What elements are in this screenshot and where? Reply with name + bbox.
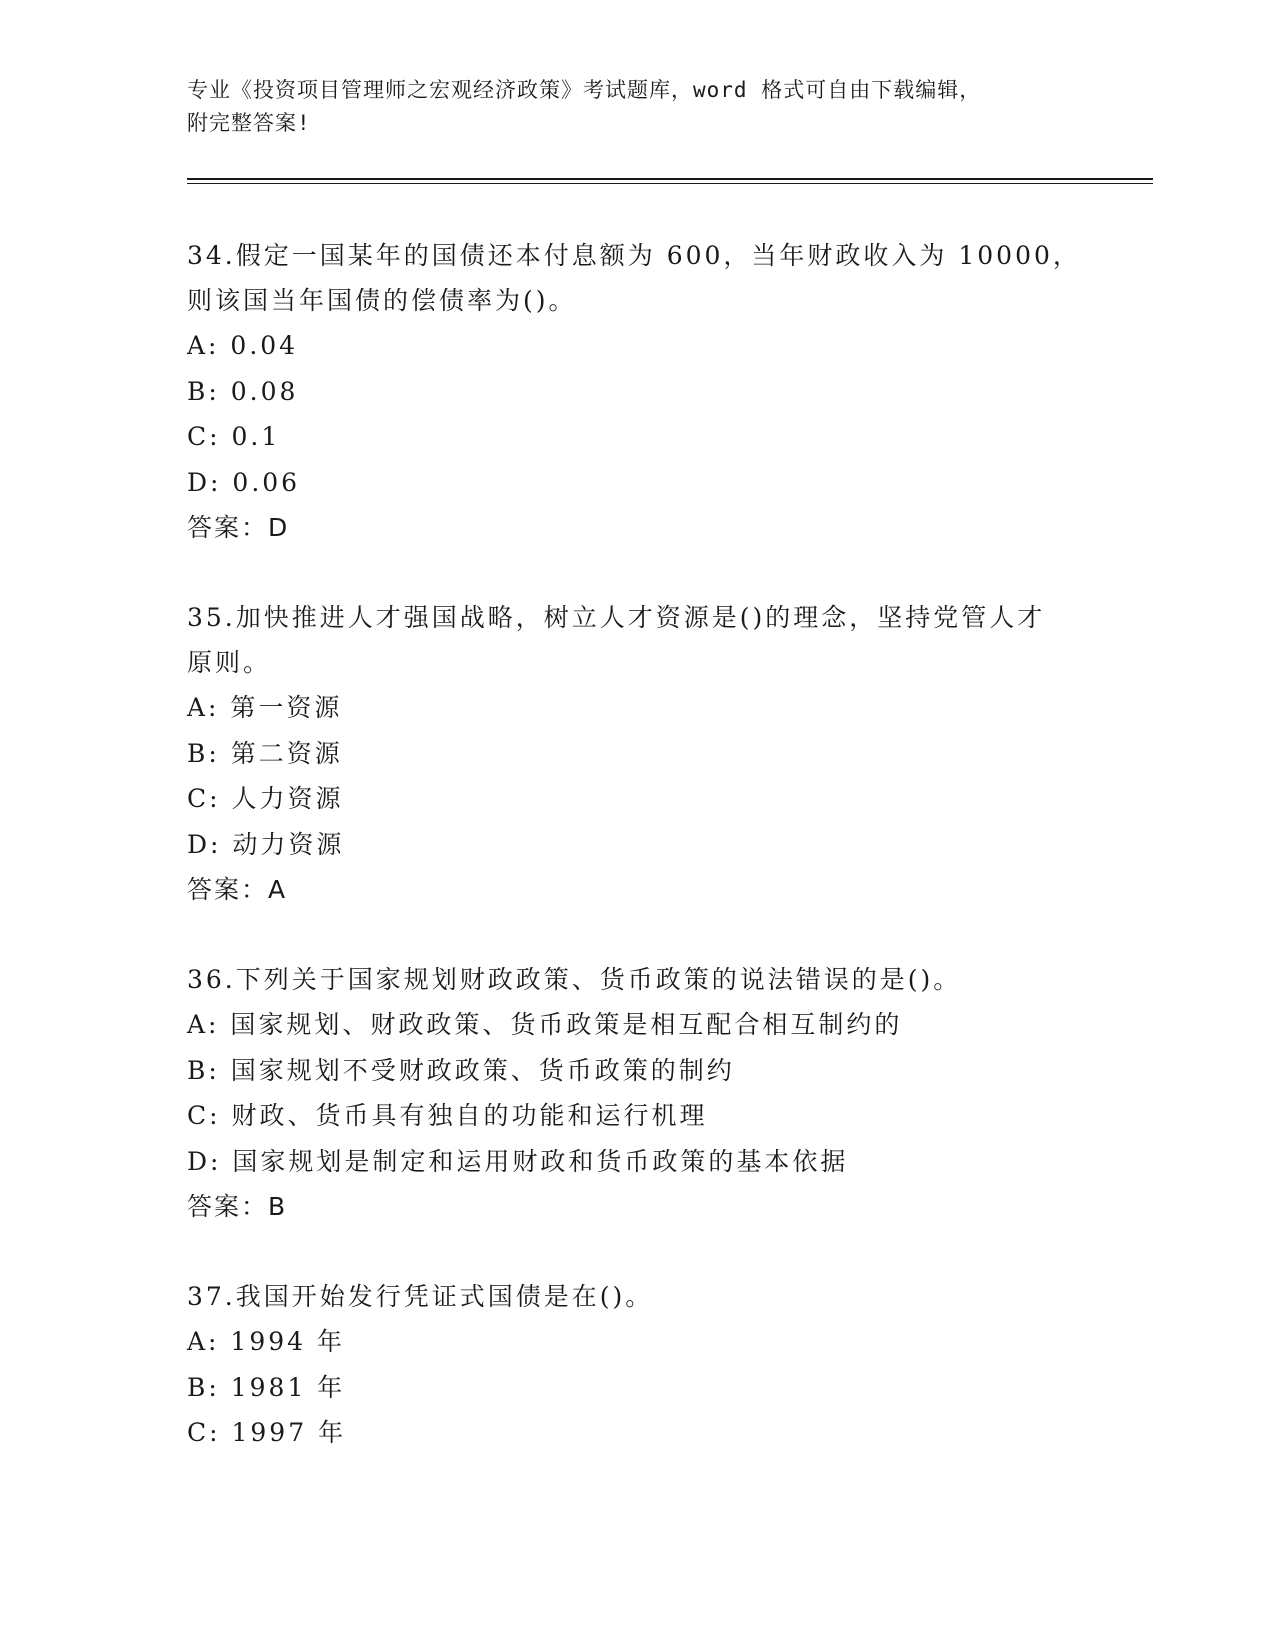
option-d: D: 动力资源 (187, 829, 345, 859)
question-stem-line: 则该国当年国债的偿债率为()。 (187, 286, 577, 315)
question-34 (187, 233, 1087, 550)
question-stem-line: 37.我国开始发行凭证式国债是在()。 (187, 1282, 654, 1311)
option-a: A: 0.04 (187, 331, 299, 360)
option-c: C: 1997 年 (187, 1418, 347, 1447)
option-a: A: 1994 年 (187, 1327, 345, 1356)
question-spacer (187, 912, 1087, 957)
question-36 (187, 957, 1087, 1229)
option-b: B: 国家规划不受财政政策、货币政策的制约 (187, 1055, 735, 1085)
header-line-1: 专业《投资项目管理师之宏观经济政策》考试题库，word 格式可自由下载编辑， (187, 78, 982, 102)
option-c: C: 人力资源 (187, 784, 344, 813)
header-divider-bottom (187, 183, 1153, 184)
question-37 (187, 1274, 1087, 1456)
answer-label: 答案：B (187, 1192, 288, 1221)
answer-label: 答案：D (187, 513, 290, 542)
answer-label: 答案：A (187, 875, 288, 904)
header-line-2: 附完整答案! (187, 111, 311, 135)
question-stem-line: 34.假定一国某年的国债还本付息额为 600，当年财政收入为 10000， (187, 241, 1081, 270)
question-spacer (187, 550, 1087, 595)
question-spacer (187, 1229, 1087, 1274)
question-list (187, 233, 1087, 1456)
option-a: A: 国家规划、财政政策、货币政策是相互配合相互制约的 (187, 1010, 903, 1039)
option-b: B: 1981 年 (187, 1372, 346, 1402)
header-divider-top (187, 178, 1153, 180)
option-d: D: 0.06 (187, 467, 301, 497)
question-stem-line: 36.下列关于国家规划财政政策、货币政策的说法错误的是()。 (187, 965, 962, 994)
question-stem-line: 35.加快推进人才强国战略，树立人才资源是()的理念，坚持党管人才 (187, 603, 1046, 632)
option-d: D: 国家规划是制定和运用财政和货币政策的基本依据 (187, 1146, 849, 1176)
document-header (187, 74, 1067, 140)
question-stem-line: 原则。 (187, 648, 272, 677)
option-c: C: 财政、货币具有独自的功能和运行机理 (187, 1101, 708, 1130)
option-b: B: 第二资源 (187, 738, 343, 768)
option-c: C: 0.1 (187, 422, 281, 451)
option-a: A: 第一资源 (187, 693, 343, 722)
option-b: B: 0.08 (187, 376, 299, 406)
question-35 (187, 595, 1087, 912)
